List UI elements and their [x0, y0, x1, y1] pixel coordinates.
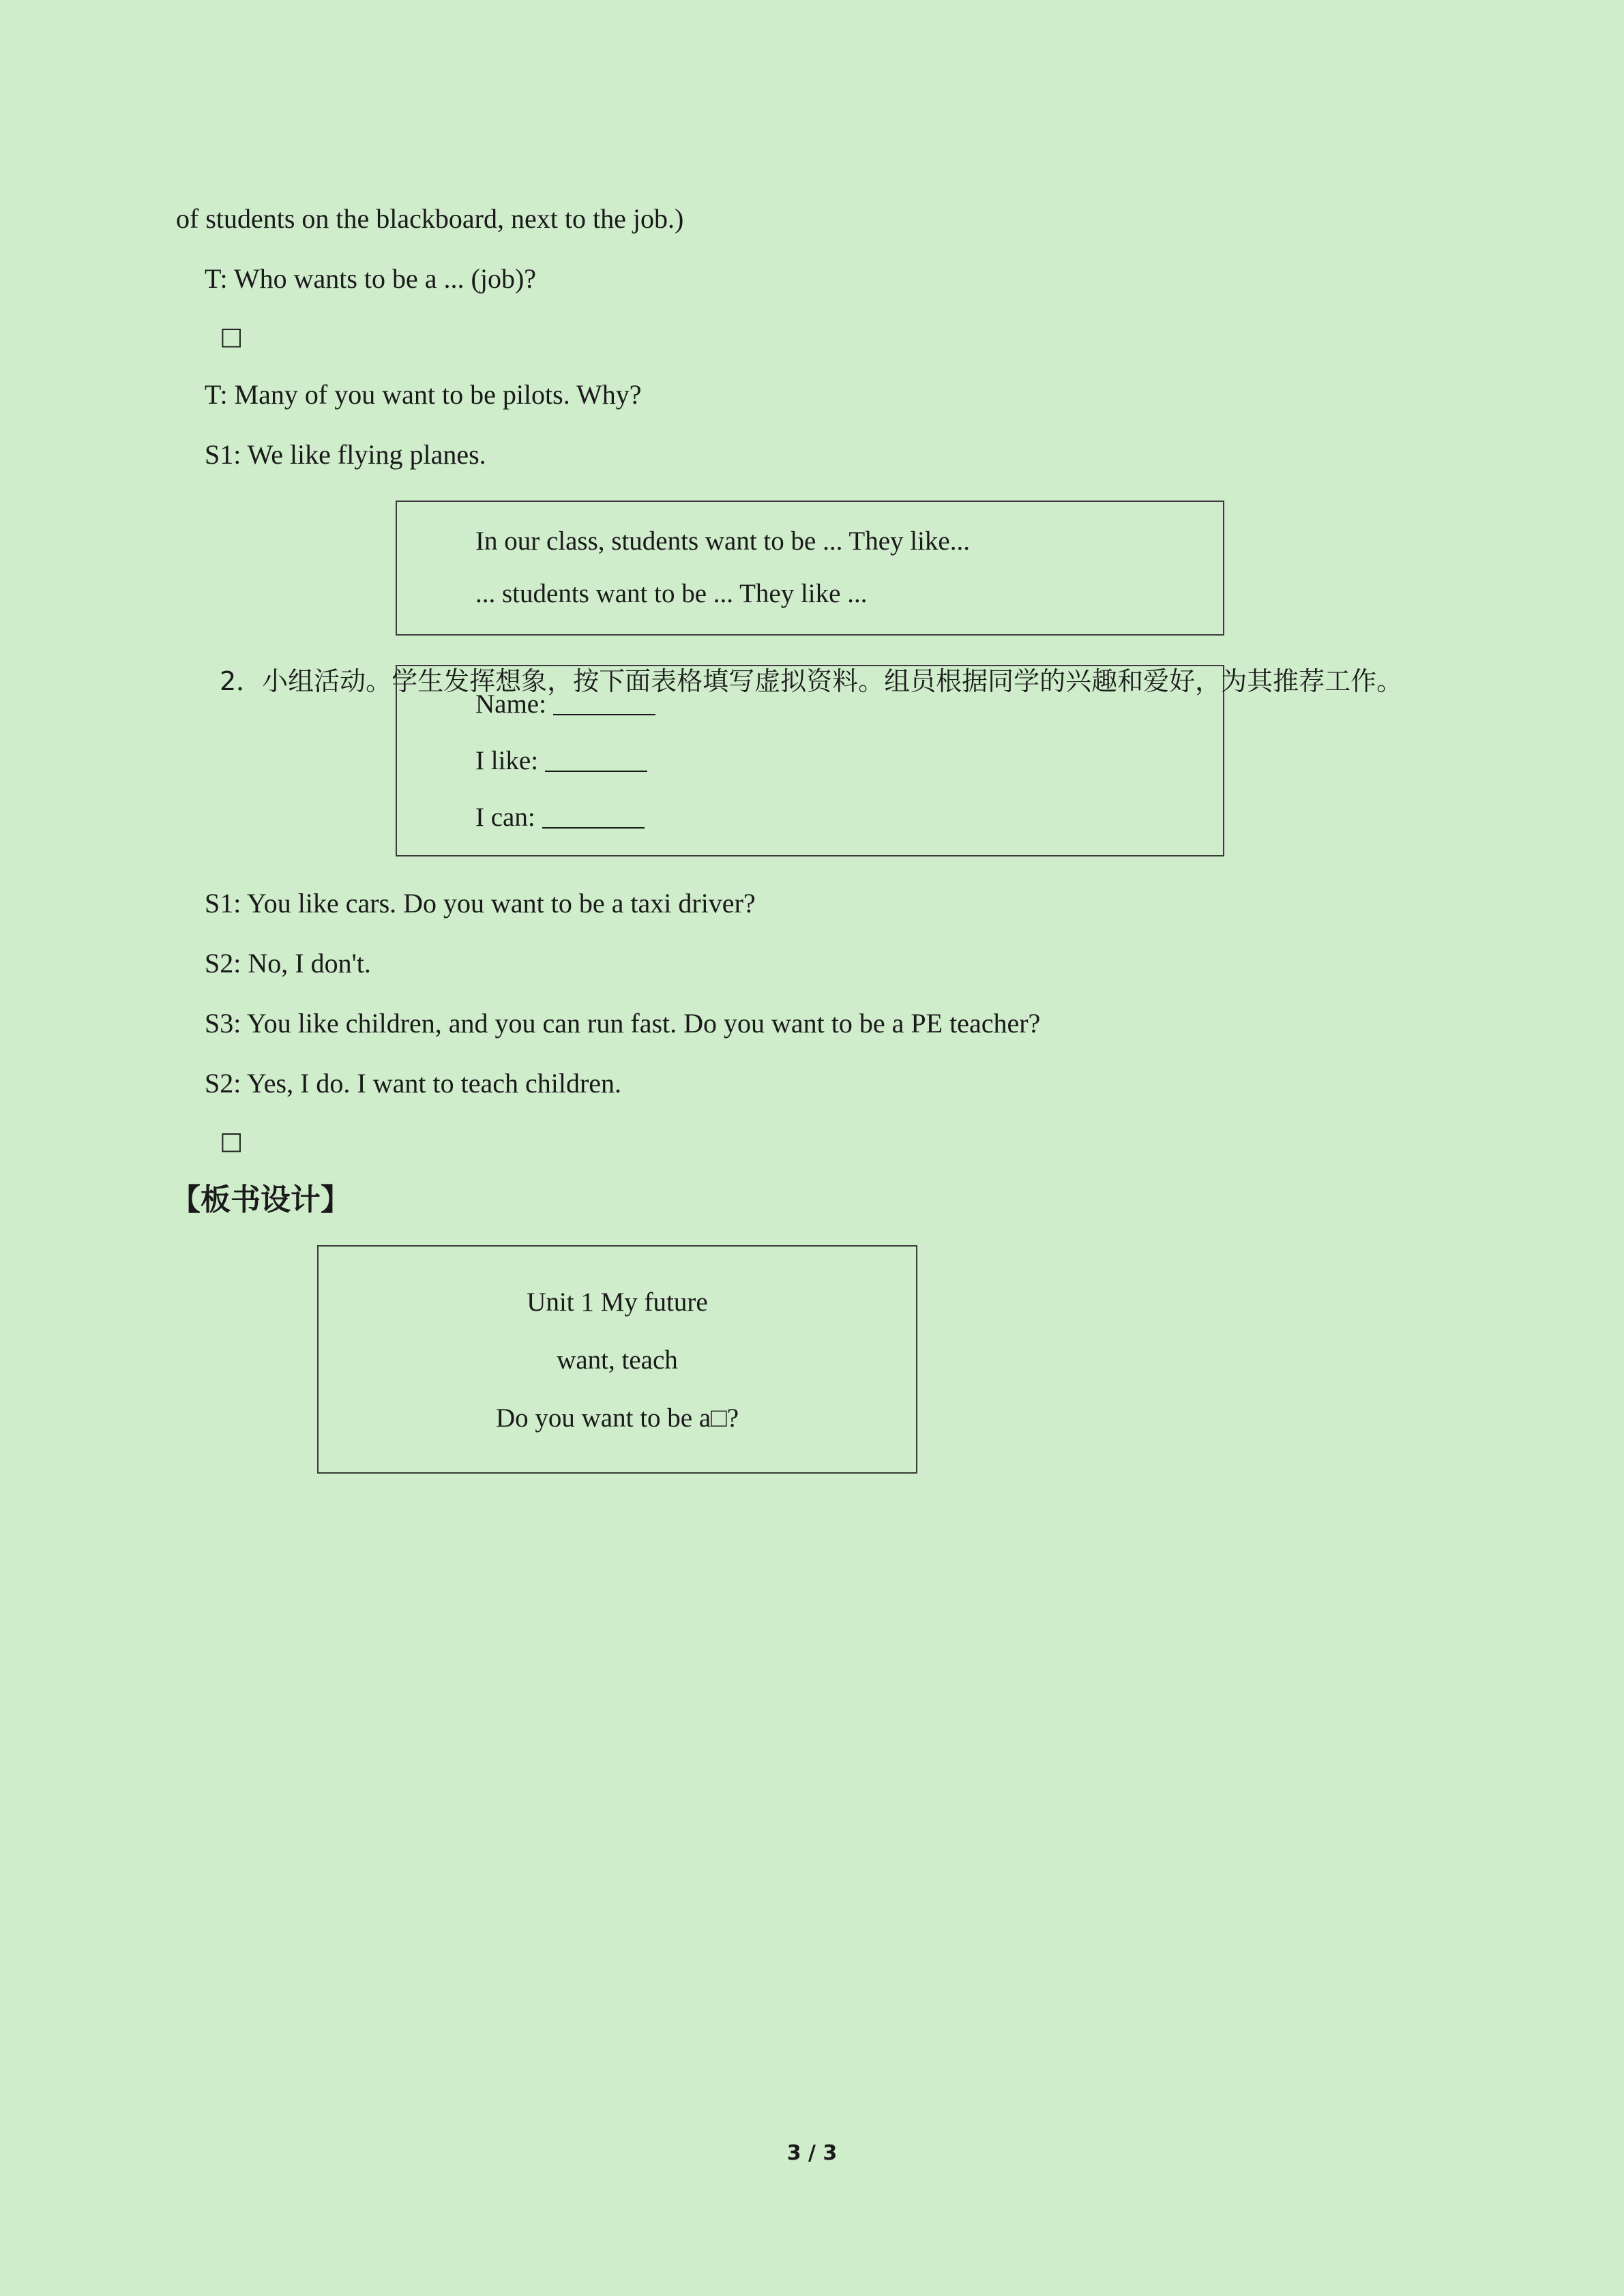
text-line-square-marker-2: □ — [220, 1127, 243, 1156]
form-row-can — [397, 804, 1223, 831]
blackboard-design-heading: 【板书设计】 — [171, 1182, 351, 1218]
activity-instruction-text: 2．小组活动。学生发挥想象，按下面表格填写虚拟资料。组员根据同学的兴趣和爱好，为其推荐工作。 — [220, 666, 1403, 696]
blackboard-design-box — [317, 1245, 917, 1474]
blackboard-line-sentence: Do you want to be a□? — [495, 1403, 739, 1433]
text-line-continuation: of students on the blackboard, next to the job.) — [176, 203, 684, 234]
sample-sentence-2: ... students want to be ... They like ... — [475, 579, 868, 608]
name-label: Name: — [475, 689, 546, 719]
document-body — [171, 205, 1466, 1474]
text-line-teacher-question: T: Who wants to be a ... (job)? — [205, 263, 537, 294]
sample-sentences-box — [396, 501, 1224, 636]
blackboard-line-unit: Unit 1 My future — [527, 1287, 708, 1317]
dialogue-line-1: S1: You like cars. Do you want to be a taxi driver? — [205, 888, 756, 919]
like-blank-line — [545, 751, 647, 772]
text-line-teacher-pilots: T: Many of you want to be pilots. Why? — [205, 379, 642, 410]
like-label: I like: — [475, 746, 539, 776]
page-number: 3 / 3 — [786, 2141, 838, 2165]
blackboard-line-words: want, teach — [557, 1345, 678, 1375]
can-blank-line — [542, 808, 645, 829]
name-blank-line — [553, 695, 655, 715]
text-line-square-marker-1: □ — [220, 323, 243, 351]
dialogue-line-2: S2: No, I don't. — [205, 948, 371, 979]
activity-instruction-paragraph — [171, 663, 1466, 700]
dialogue-line-4: S2: Yes, I do. I want to teach children. — [205, 1068, 622, 1099]
form-row-like — [397, 747, 1223, 774]
can-label: I can: — [475, 803, 535, 833]
sample-sentence-1: In our class, students want to be ... They like... — [475, 526, 970, 556]
dialogue-line-3: S3: You like children, and you can run fast. Do you want to be a PE teacher? — [205, 1008, 1041, 1039]
text-line-student-reply: S1: We like flying planes. — [205, 439, 486, 470]
